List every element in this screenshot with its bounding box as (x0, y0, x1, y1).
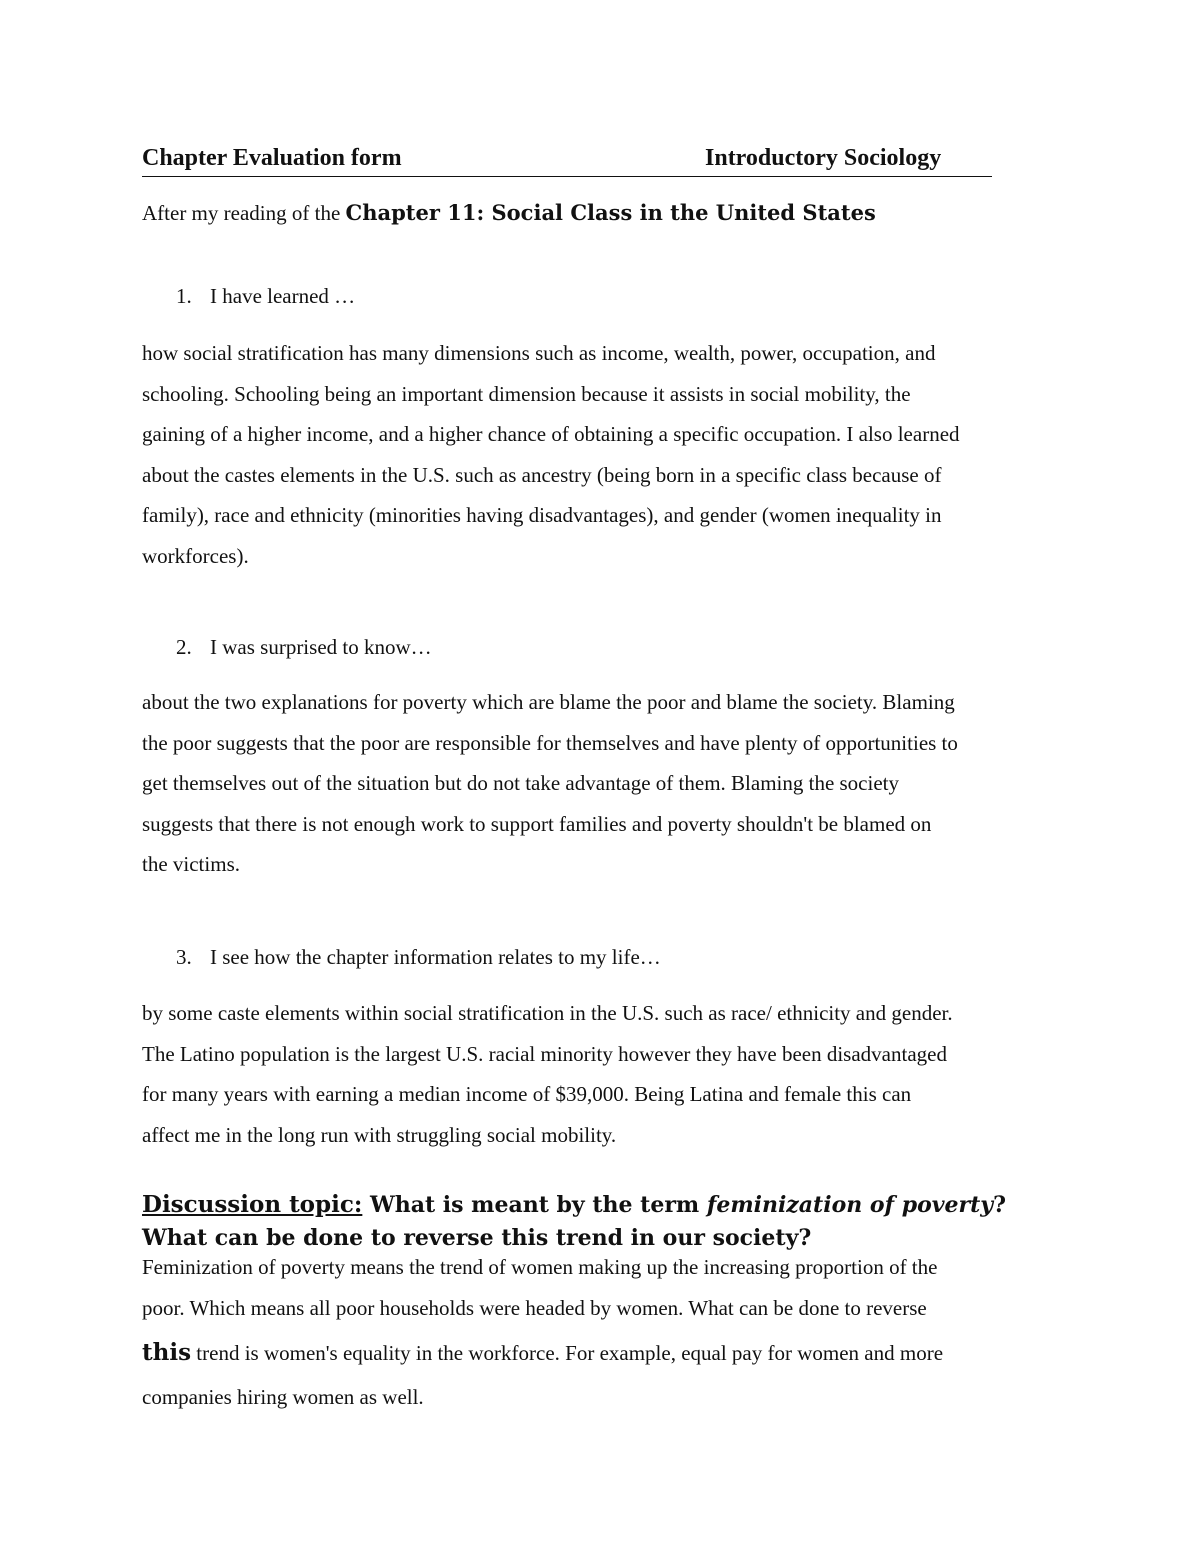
intro-line (142, 200, 876, 226)
answer-line: workforces). (142, 543, 249, 568)
answer-line: family), race and ethnicity (minorities having disadvantages), and gender (women inequality in (142, 503, 942, 528)
question-1-prompt (176, 284, 355, 309)
form-title: Chapter Evaluation form (142, 145, 402, 171)
answer-line: Feminization of poverty means the trend of women making up the increasing proportion of the (142, 1255, 938, 1279)
answer-line-rest: trend is women's equality in the workforce. For example, equal pay for women and more (191, 1341, 944, 1365)
answer-line: schooling. Schooling being an important dimension because it assists in social mobility, the (142, 381, 911, 406)
answer-line: affect me in the long run with struggling social mobility. (142, 1122, 617, 1147)
discussion-text-before: What is meant by the term (362, 1192, 707, 1218)
question-1-number: 1. (176, 284, 192, 308)
answer-line: about the two explanations for poverty which are blame the poor and blame the society. Blaming (142, 690, 955, 714)
question-2-answer (142, 682, 1067, 885)
answer-line: suggests that there is not enough work to support families and poverty shouldn't be blamed on (142, 811, 932, 836)
question-2-prompt (176, 635, 432, 660)
answer-line: how social stratification has many dimensions such as income, wealth, power, occupation, and (142, 341, 936, 365)
intro-prefix: After my reading of the (142, 201, 346, 225)
discussion-answer (142, 1247, 1067, 1417)
emphasized-word: this (142, 1339, 192, 1366)
question-2-text: I was surprised to know… (210, 635, 432, 659)
answer-line: poor. Which means all poor households were headed by women. What can be done to reverse (142, 1296, 927, 1320)
chapter-title: Chapter 11: Social Class in the United States (345, 200, 876, 225)
discussion-label: Discussion topic: (142, 1191, 363, 1218)
question-1-text: I have learned … (210, 284, 356, 308)
answer-line: gaining of a higher income, and a higher chance of obtaining a specific occupation. I also learned (142, 422, 960, 447)
answer-line: The Latino population is the largest U.S. racial minority however they have been disadvantaged (142, 1041, 947, 1066)
answer-line: the victims. (142, 852, 240, 877)
form-header (142, 142, 992, 177)
discussion-text-after: ? What can be done to reverse this trend in our society? (142, 1192, 1006, 1251)
answer-line: for many years with earning a median income of $39,000. Being Latina and female this can (142, 1082, 912, 1107)
question-3-prompt (176, 945, 661, 970)
answer-line: the poor suggests that the poor are responsible for themselves and have plenty of opportunities to (142, 730, 958, 755)
discussion-term: feminization of poverty (706, 1192, 994, 1218)
question-3-answer (142, 993, 1067, 1155)
answer-line (142, 1329, 1067, 1377)
answer-line: about the castes elements in the U.S. such as ancestry (being born in a specific class because of (142, 462, 942, 487)
question-3-number: 3. (176, 945, 192, 969)
answer-line: companies hiring women as well. (142, 1385, 424, 1409)
answer-line: get themselves out of the situation but do not take advantage of them. Blaming the society (142, 771, 899, 796)
question-2-number: 2. (176, 635, 192, 659)
question-1-answer (142, 333, 1067, 577)
answer-line: by some caste elements within social stratification in the U.S. such as race/ ethnicity and gender. (142, 1001, 953, 1025)
discussion-topic (142, 1188, 1062, 1255)
question-3-text: I see how the chapter information relates to my life… (210, 945, 661, 969)
course-name: Introductory Sociology (705, 145, 942, 171)
